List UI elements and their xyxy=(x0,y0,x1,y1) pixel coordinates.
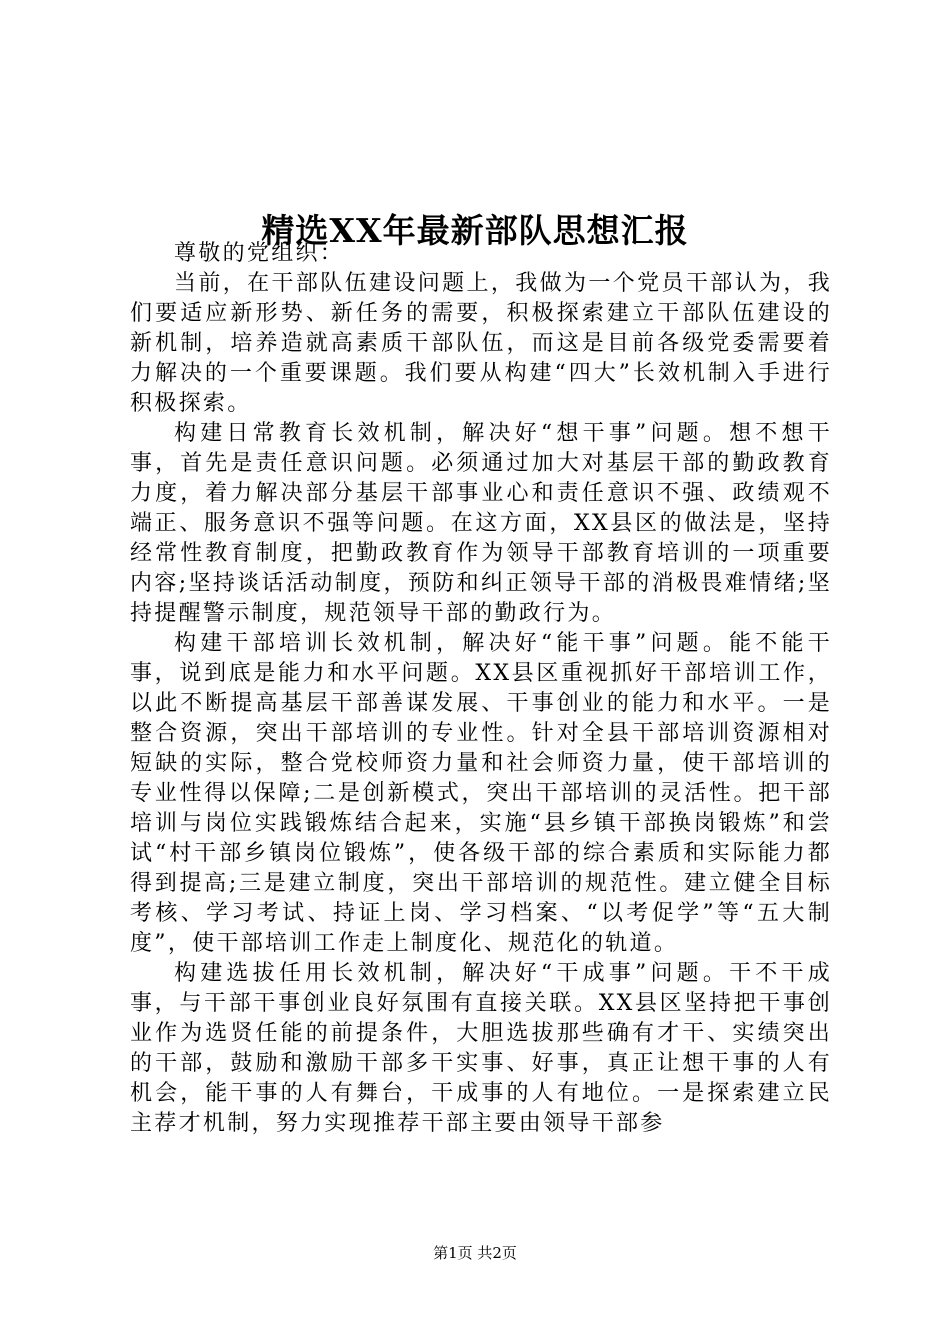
paragraph-intro: 当前，在干部队伍建设问题上，我做为一个党员干部认为，我们要适应新形势、新任务的需要，积极探索建立干部队伍建设的新机制，培养造就高素质干部队伍，而这是目前各级党委需要着力解决的一个重要课题。我们要从构建“四大”长效机制入手进行积极探索。 xyxy=(130,271,832,416)
paragraph-selection-appointment: 构建选拔任用长效机制，解决好“干成事”问题。干不干成事，与干部干事创业良好氛围有直接关联。XX县区坚持把干事创业作为选贤任能的前提条件，大胆选拔那些确有才干、实绩突出的干部，鼓励和激励干部多干实事、好事，真正让想干事的人有机会，能干事的人有舞台，干成事的人有地位。一是探索建立民主荐才机制，努力实现推荐干部主要由领导干部参 xyxy=(130,961,832,1136)
paragraph-cadre-training: 构建干部培训长效机制，解决好“能干事”问题。能不能干事，说到底是能力和水平问题。XX县区重视抓好干部培训工作，以此不断提高基层干部善谋发展、干事创业的能力和水平。一是整合资源，突出干部培训的专业性。针对全县干部培训资源相对短缺的实际，整合党校师资力量和社会师资力量，使干部培训的专业性得以保障;二是创新模式，突出干部培训的灵活性。把干部培训与岗位实践锻炼结合起来，实施“县乡镇干部换岗锻炼”和尝试“村干部乡镇岗位锻炼”，使各级干部的综合素质和实际能力都得到提高;三是建立制度，突出干部培训的规范性。建立健全目标考核、学习考试、持证上岗、学习档案、“以考促学”等“五大制度”，使干部培训工作走上制度化、规范化的轨道。 xyxy=(130,631,832,956)
document-body xyxy=(130,239,832,1139)
salutation: 尊敬的党组织： xyxy=(174,241,345,266)
page-footer: 第1页 共2页 xyxy=(433,1244,517,1262)
document-title: 精选XX年最新部队思想汇报 xyxy=(261,211,689,251)
paragraph-daily-education: 构建日常教育长效机制，解决好“想干事”问题。想不想干事，首先是责任意识问题。必须通过加大对基层干部的勤政教育力度，着力解决部分基层干部事业心和责任意识不强、政绩观不端正、服务意识不强等问题。在这方面，XX县区的做法是，坚持经常性教育制度，把勤政教育作为领导干部教育培训的一项重要内容;坚持谈话活动制度，预防和纠正领导干部的消极畏难情绪;坚持提醒警示制度，规范领导干部的勤政行为。 xyxy=(130,421,832,626)
